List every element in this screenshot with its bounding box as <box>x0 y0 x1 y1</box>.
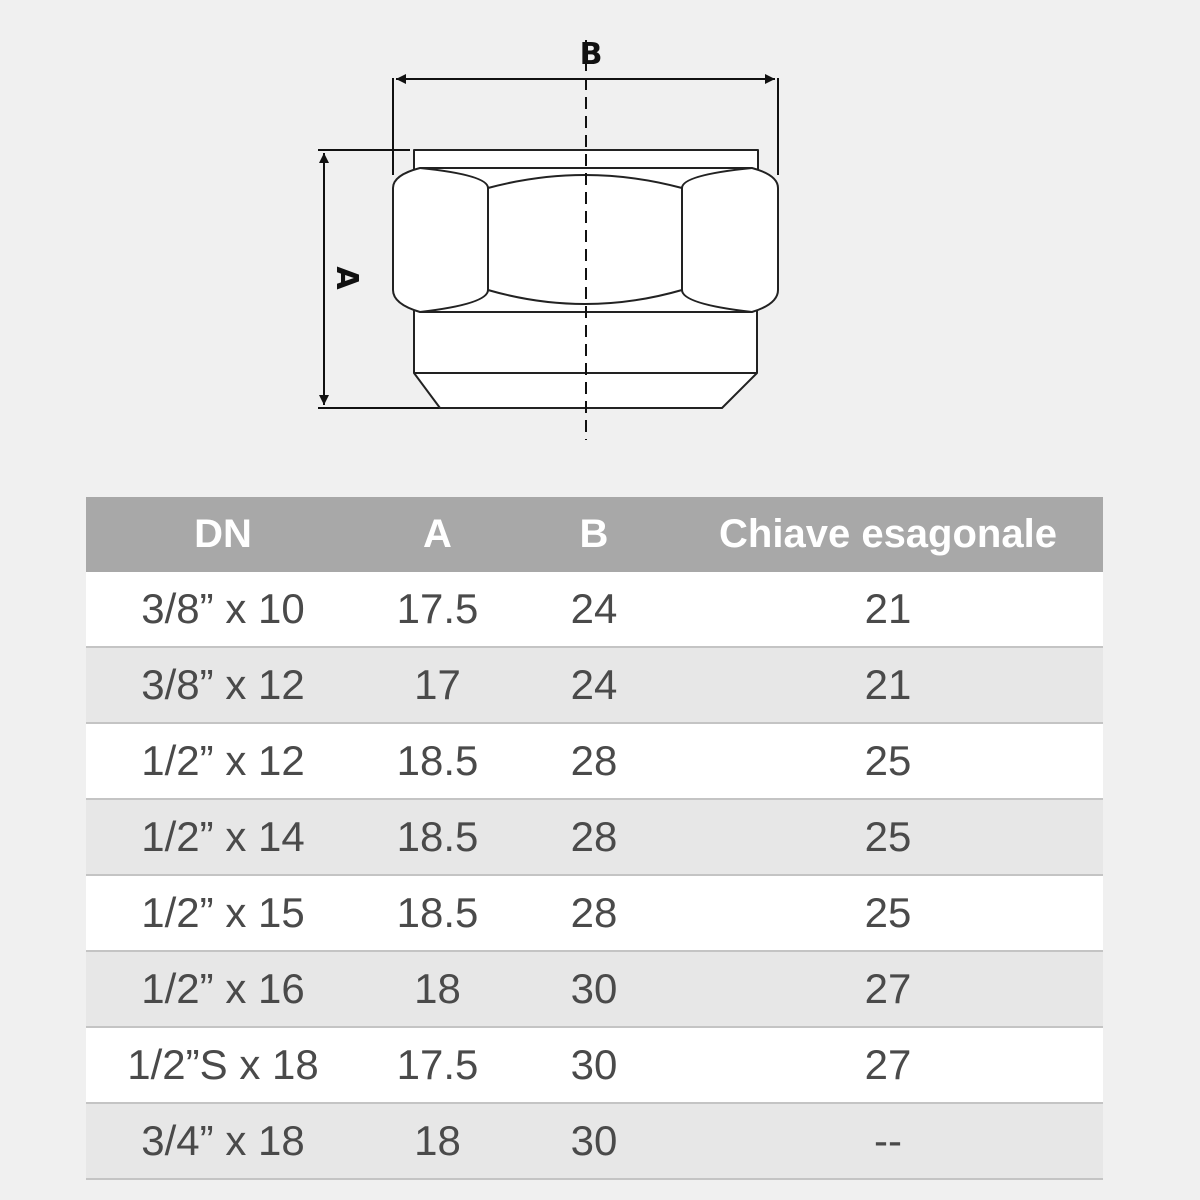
cell-a: 17 <box>360 647 515 723</box>
cell-hex-key: 27 <box>673 1027 1103 1103</box>
cell-b: 30 <box>515 1027 673 1103</box>
cell-hex-key: 25 <box>673 875 1103 951</box>
cell-dn: 3/4” x 18 <box>86 1103 360 1179</box>
table-row <box>86 875 1103 951</box>
cell-dn: 3/8” x 10 <box>86 572 360 647</box>
cell-b: 28 <box>515 723 673 799</box>
cell-a: 18 <box>360 1103 515 1179</box>
cell-dn: 1/2” x 14 <box>86 799 360 875</box>
dimension-a-label: A <box>329 266 364 290</box>
header-b: B <box>515 497 673 572</box>
header-dn: DN <box>86 497 360 572</box>
table-row <box>86 799 1103 875</box>
fitting-technical-drawing <box>0 0 1200 470</box>
table-row <box>86 951 1103 1027</box>
header-hex-key: Chiave esagonale <box>673 497 1103 572</box>
cell-hex-key: 25 <box>673 799 1103 875</box>
cell-b: 24 <box>515 572 673 647</box>
cell-b: 30 <box>515 951 673 1027</box>
cell-b: 28 <box>515 799 673 875</box>
cell-dn: 1/2” x 16 <box>86 951 360 1027</box>
table-row <box>86 572 1103 647</box>
table-header-row <box>86 497 1103 572</box>
cell-dn: 1/2” x 15 <box>86 875 360 951</box>
cell-hex-key: 25 <box>673 723 1103 799</box>
table-row <box>86 723 1103 799</box>
table-row <box>86 647 1103 723</box>
cell-dn: 1/2” x 12 <box>86 723 360 799</box>
cell-a: 18.5 <box>360 875 515 951</box>
header-a: A <box>360 497 515 572</box>
cell-b: 28 <box>515 875 673 951</box>
cell-hex-key: 27 <box>673 951 1103 1027</box>
cell-b: 24 <box>515 647 673 723</box>
cell-dn: 1/2”S x 18 <box>86 1027 360 1103</box>
cell-a: 17.5 <box>360 1027 515 1103</box>
dimension-b-label: B <box>579 37 603 72</box>
cell-hex-key: 21 <box>673 647 1103 723</box>
cell-b: 30 <box>515 1103 673 1179</box>
cell-hex-key: -- <box>673 1103 1103 1179</box>
table-row <box>86 1027 1103 1103</box>
cell-a: 18.5 <box>360 723 515 799</box>
cell-dn: 3/8” x 12 <box>86 647 360 723</box>
dimensions-table <box>86 497 1103 1180</box>
table-row <box>86 1103 1103 1179</box>
cell-a: 18.5 <box>360 799 515 875</box>
cell-a: 18 <box>360 951 515 1027</box>
cell-a: 17.5 <box>360 572 515 647</box>
cell-hex-key: 21 <box>673 572 1103 647</box>
